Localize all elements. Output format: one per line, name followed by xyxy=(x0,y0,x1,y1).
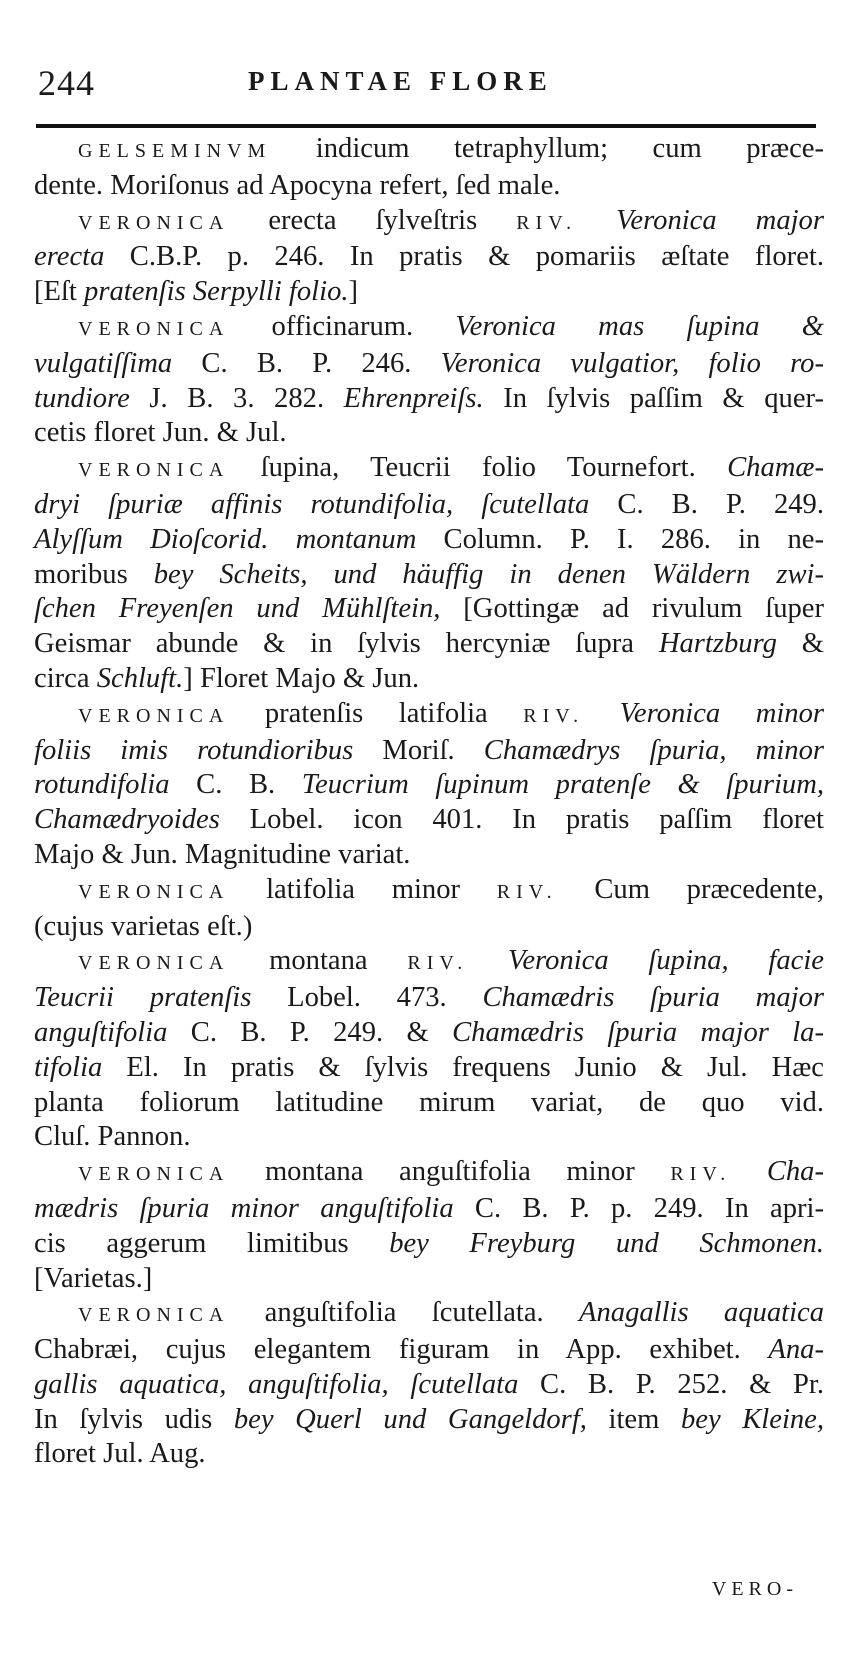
text-line xyxy=(34,451,824,488)
roman-text: erecta ſylveſtris xyxy=(229,204,517,236)
text-line xyxy=(34,1227,824,1262)
roman-text xyxy=(468,945,508,976)
roman-text: Geismar abunde & in ſylvis hercyniæ ſupra xyxy=(34,628,659,660)
small-caps-term: VERONICA xyxy=(78,317,230,340)
text-line xyxy=(34,873,824,910)
entry-paragraph xyxy=(34,310,824,451)
roman-text: Lobel. 473. xyxy=(251,982,483,1014)
roman-text: [Varietas.] xyxy=(34,1262,153,1294)
small-caps-term: VERONICA xyxy=(78,211,230,234)
italic-text: bey Kleine, xyxy=(680,1403,825,1435)
roman-text: cis aggerum limitibus xyxy=(34,1227,390,1259)
entry-paragraph xyxy=(34,132,824,204)
italic-text: vulgatiſſima xyxy=(34,347,173,379)
roman-text xyxy=(577,205,616,236)
entry-paragraph xyxy=(34,944,824,1155)
catchword: VERO- xyxy=(711,1578,798,1600)
italic-text: ſchen Freyenſen und Mühlſtein, xyxy=(34,593,441,625)
roman-text: indicum tetraphyllum; cum præce- xyxy=(271,133,824,164)
italic-text: pratenſis Serpylli folio. xyxy=(84,276,349,308)
italic-text: Alyſſum Dioſcorid. montanum xyxy=(34,523,417,555)
small-caps-term: GELSEMINVM xyxy=(78,140,272,162)
text-line xyxy=(34,1051,824,1086)
entry-paragraph xyxy=(34,873,824,945)
small-caps-term: RIV. xyxy=(516,211,578,234)
text-line xyxy=(34,627,824,662)
italic-text: dryi ſpuriæ affinis rotundifolia, ſcutellata xyxy=(34,488,590,520)
italic-text: Chamædris ſpuria major la- xyxy=(452,1016,824,1048)
roman-text: C. B. P. 252. & Pr. xyxy=(518,1368,824,1400)
roman-text: cetis floret Jun. & Jul. xyxy=(34,417,287,449)
text-line xyxy=(34,1437,824,1472)
small-caps-term: VERONICA xyxy=(78,459,230,482)
text-line xyxy=(34,697,824,734)
roman-text: circa xyxy=(34,662,97,694)
roman-text: item xyxy=(586,1403,681,1435)
roman-text: C. B. P. p. 249. In apri- xyxy=(453,1192,824,1224)
entry-paragraph xyxy=(34,697,824,873)
text-line xyxy=(34,1403,824,1438)
roman-text: C. B. P. 249. & xyxy=(167,1016,453,1048)
roman-text: floret Jul. Aug. xyxy=(34,1438,206,1470)
roman-text: ] xyxy=(348,276,359,308)
text-line xyxy=(34,944,824,981)
roman-text: Moriſ. xyxy=(353,734,484,766)
roman-text: & xyxy=(776,628,825,660)
text-line xyxy=(34,592,824,627)
italic-text: Teucrii pratenſis xyxy=(34,982,252,1014)
small-caps-term: VERONICA xyxy=(78,952,230,975)
italic-text: Hartzburg xyxy=(658,628,777,660)
text-line xyxy=(34,240,824,275)
roman-text: montana xyxy=(229,945,408,977)
entry-paragraph xyxy=(34,204,824,310)
small-caps-term: RIV. xyxy=(523,704,585,727)
roman-text: montana anguſtifolia minor xyxy=(229,1156,671,1188)
italic-text: Veronica mas ſupina & xyxy=(455,310,824,342)
italic-text: bey Querl und Gangeldorf, xyxy=(233,1403,587,1435)
italic-text: bey Freyburg und Schmonen. xyxy=(389,1227,824,1259)
roman-text: moribus xyxy=(34,558,154,590)
italic-text: Ana- xyxy=(768,1334,824,1366)
text-line xyxy=(34,275,824,310)
entry-paragraph xyxy=(34,1155,824,1296)
small-caps-term: RIV. xyxy=(496,880,558,903)
roman-text: In ſylvis udis xyxy=(34,1403,234,1435)
text-line xyxy=(34,803,824,838)
roman-text: C. B. P. 249. xyxy=(589,488,824,520)
text-line xyxy=(34,416,824,451)
italic-text: gallis aquatica, anguſtifolia, ſcutellata xyxy=(34,1368,519,1400)
text-line xyxy=(34,204,824,241)
italic-text: Chamædryoides xyxy=(34,804,220,836)
small-caps-term: RIV. xyxy=(407,952,469,975)
text-line xyxy=(34,382,824,417)
text-line xyxy=(34,1016,824,1051)
roman-text: C.B.P. p. 246. In pratis & pomariis æſtate floret. xyxy=(104,241,824,273)
italic-text: Schluft. xyxy=(96,662,184,694)
entry-paragraph xyxy=(34,1296,824,1472)
text-line xyxy=(34,132,824,169)
roman-text xyxy=(731,1156,767,1187)
italic-text: tifolia xyxy=(34,1051,103,1083)
italic-text: Chamædris ſpuria major xyxy=(482,982,824,1014)
text-line xyxy=(34,169,824,204)
italic-text: Chamæ- xyxy=(727,452,824,484)
roman-text: Cum præcedente, xyxy=(557,873,825,905)
italic-text: Teucrium ſupinum pratenſe & ſpurium, xyxy=(301,769,824,801)
page-number: 244 xyxy=(38,63,95,103)
text-line xyxy=(34,1368,824,1403)
italic-text: Anagallis aquatica xyxy=(579,1297,824,1329)
italic-text: Veronica ſupina, facie xyxy=(508,945,824,977)
text-line xyxy=(34,347,824,382)
text-line xyxy=(34,488,824,523)
roman-text: [Gottingæ ad rivulum ſuper xyxy=(440,593,825,625)
italic-text: Chamædrys ſpuria, minor xyxy=(483,734,824,766)
italic-text: mædris ſpuria minor anguſtifolia xyxy=(34,1192,454,1224)
small-caps-term: VERONICA xyxy=(78,880,230,903)
roman-text: Column. P. I. 286. in ne- xyxy=(416,523,824,555)
text-line xyxy=(34,1192,824,1227)
text-line xyxy=(34,910,824,945)
text-line xyxy=(34,838,824,873)
roman-text: C. B. xyxy=(169,769,302,801)
roman-text: Cluſ. Pannon. xyxy=(34,1121,191,1153)
text-line xyxy=(34,310,824,347)
text-line xyxy=(34,1333,824,1368)
body-text xyxy=(34,132,824,1472)
text-line xyxy=(34,558,824,593)
roman-text: Chabræi, cujus elegantem figuram in App. exhibet. xyxy=(34,1334,769,1366)
text-line xyxy=(34,768,824,803)
italic-text: rotundifolia xyxy=(34,769,170,801)
small-caps-term: RIV. xyxy=(670,1163,732,1186)
roman-text xyxy=(584,698,620,729)
header-rule xyxy=(36,124,816,128)
text-line xyxy=(34,734,824,769)
roman-text: El. In pratis & ſylvis frequens Junio & Jul. Hæc xyxy=(102,1051,824,1083)
italic-text: bey Scheits, und häuffig in denen Wäldern zwi- xyxy=(153,558,824,590)
small-caps-term: VERONICA xyxy=(78,704,230,727)
italic-text: tundiore xyxy=(34,382,130,414)
entry-paragraph xyxy=(34,451,824,697)
italic-text: Veronica minor xyxy=(619,697,825,729)
italic-text: Ehrenpreiſs. xyxy=(343,382,484,414)
roman-text: (cujus varietas eſt.) xyxy=(34,910,253,942)
roman-text: J. B. 3. 282. xyxy=(129,382,344,414)
text-line xyxy=(34,981,824,1016)
italic-text: Cha- xyxy=(766,1156,824,1188)
roman-text: [Eſt xyxy=(34,276,85,308)
roman-text: Majo & Jun. Magnitudine variat. xyxy=(34,838,411,870)
text-line xyxy=(34,1262,824,1297)
roman-text: latifolia minor xyxy=(229,873,497,905)
roman-text: Lobel. icon 401. In pratis paſſim floret xyxy=(219,804,824,836)
page-header xyxy=(38,62,818,108)
running-head: PLANTAE FLORE xyxy=(248,66,553,96)
roman-text: ſupina, Teucrii folio Tournefort. xyxy=(229,452,728,484)
text-line xyxy=(34,1155,824,1192)
roman-text: anguſtifolia ſcutellata. xyxy=(229,1297,580,1329)
roman-text: pratenſis latifolia xyxy=(229,697,524,729)
small-caps-term: VERONICA xyxy=(78,1304,230,1327)
roman-text: dente. Moriſonus ad Apocyna refert, ſed male. xyxy=(34,169,561,201)
italic-text: anguſtifolia xyxy=(34,1016,168,1048)
text-line xyxy=(34,662,824,697)
text-line xyxy=(34,523,824,558)
roman-text: ] Floret Majo & Jun. xyxy=(183,662,420,694)
text-line xyxy=(34,1296,824,1333)
italic-text: Veronica vulgatior, folio ro- xyxy=(440,347,824,379)
roman-text: In ſylvis paſſim & quer- xyxy=(483,382,824,414)
text-line xyxy=(34,1086,824,1121)
italic-text: foliis imis rotundioribus xyxy=(34,734,354,766)
text-line xyxy=(34,1120,824,1155)
roman-text: C. B. P. 246. xyxy=(172,347,441,379)
italic-text: erecta xyxy=(34,241,105,273)
roman-text: planta foliorum latitudine mirum variat, de quo vid. xyxy=(34,1086,824,1118)
italic-text: Veronica major xyxy=(616,204,824,236)
roman-text: officinarum. xyxy=(229,310,456,342)
small-caps-term: VERONICA xyxy=(78,1163,230,1186)
